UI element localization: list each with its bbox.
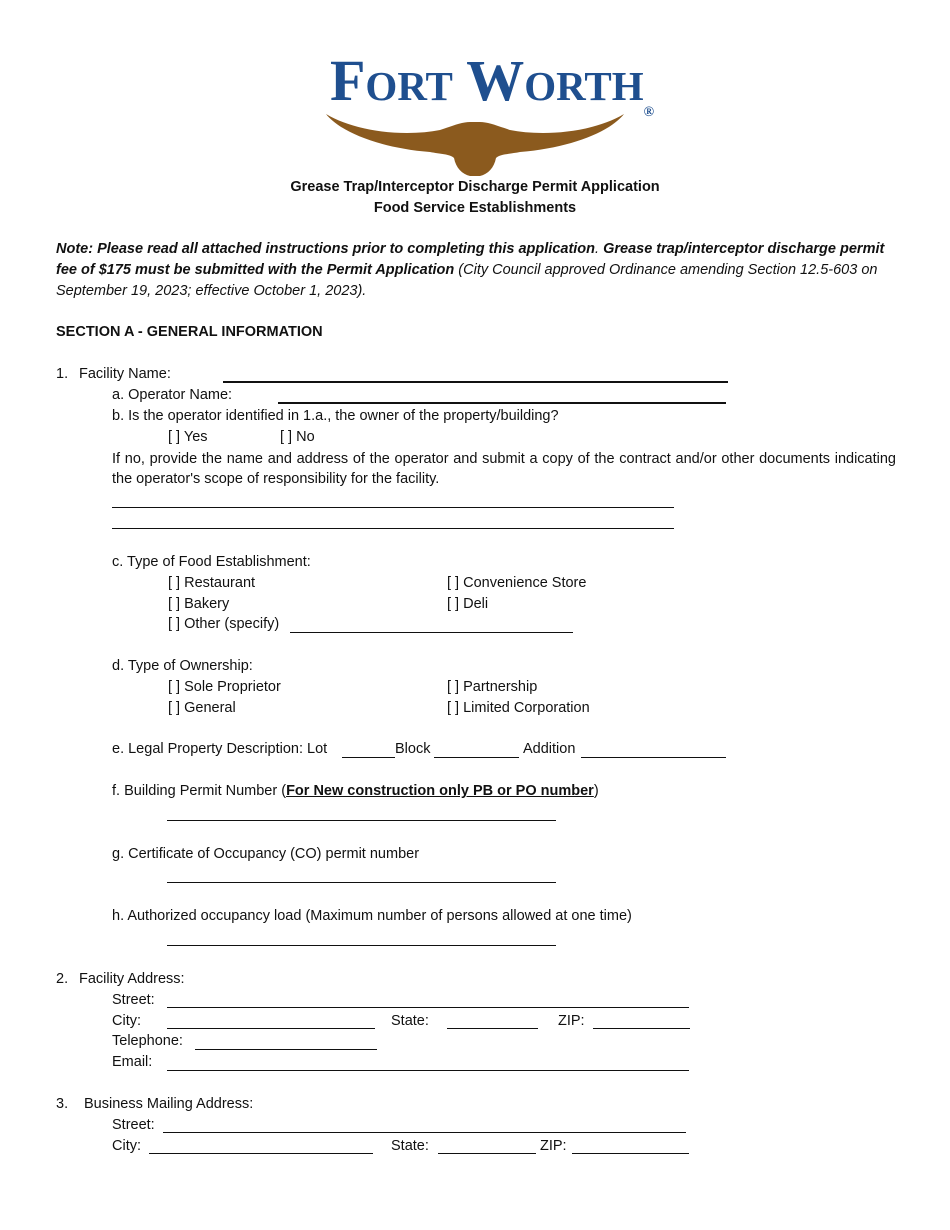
facility-city-label: City: [112,1013,141,1029]
certificate-occupancy-label: g. Certificate of Occupancy (CO) permit number [112,846,420,862]
occupancy-load-field[interactable] [167,945,556,946]
operator-details-line-1[interactable] [112,507,674,508]
building-permit-label: f. Building Permit Number (For New construction only PB or PO number) [112,783,599,799]
mailing-state-field[interactable] [438,1153,536,1154]
block-label: Block [395,741,431,757]
certificate-occupancy-field[interactable] [167,882,556,883]
q3-number: 3. [56,1096,69,1112]
ownership-partnership-checkbox[interactable]: [ ] Partnership [447,679,538,695]
ownership-type-label: d. Type of Ownership: [112,658,253,674]
type-other-checkbox[interactable]: [ ] Other (specify) [168,616,280,632]
registered-mark: ® [643,105,655,120]
operator-details-line-2[interactable] [112,528,674,529]
facility-telephone-field[interactable] [195,1049,377,1050]
facility-address-label: Facility Address: [79,971,185,987]
q2-number: 2. [56,971,69,987]
facility-street-field[interactable] [167,1007,689,1008]
operator-name-field[interactable] [278,402,726,404]
facility-email-label: Email: [112,1054,153,1070]
type-other-specify-field[interactable] [290,632,573,633]
mailing-city-label: City: [112,1138,141,1154]
owner-no-checkbox[interactable]: [ ] No [280,429,315,445]
operator-instructions: If no, provide the name and address of the operator and submit a copy of the contract and/or other documents indicating the operator's scope of responsibility for the facility. [112,451,896,487]
owner-yes-checkbox[interactable]: [ ] Yes [168,429,208,445]
occupancy-load-label: h. Authorized occupancy load (Maximum number of persons allowed at one time) [112,908,632,924]
section-a-heading: SECTION A - GENERAL INFORMATION [56,324,323,340]
facility-street-label: Street: [112,992,155,1008]
mailing-state-label: State: [391,1138,429,1154]
mailing-street-field[interactable] [163,1132,686,1133]
facility-city-field[interactable] [167,1028,375,1029]
form-subtitle: Food Service Establishments [373,200,577,216]
type-bakery-checkbox[interactable]: [ ] Bakery [168,596,230,612]
facility-telephone-label: Telephone: [112,1033,183,1049]
facility-name-field[interactable] [223,381,728,383]
logo [320,48,655,178]
type-restaurant-checkbox[interactable]: [ ] Restaurant [168,575,256,591]
type-convenience-store-checkbox[interactable]: [ ] Convenience Store [447,575,587,591]
facility-zip-field[interactable] [593,1028,690,1029]
mailing-zip-label: ZIP: [540,1138,567,1154]
addition-field[interactable] [581,757,726,758]
q1-number: 1. [56,366,69,382]
type-deli-checkbox[interactable]: [ ] Deli [447,596,489,612]
ownership-limited-corporation-checkbox[interactable]: [ ] Limited Corporation [447,700,590,716]
legal-description-label: e. Legal Property Description: Lot [112,741,328,757]
mailing-city-field[interactable] [149,1153,373,1154]
instructions-note: Note: Please read all attached instructions prior to completing this application. Grease trap/interceptor discharge permit fee of $175 must be submitted with the Permit Application (City Council approved Ordinance amending Section 12.5-603 on September 19, 2023; effective October 1, 2023). [56,241,885,299]
ownership-general-checkbox[interactable]: [ ] General [168,700,236,716]
mailing-zip-field[interactable] [572,1153,689,1154]
facility-zip-label: ZIP: [558,1013,585,1029]
logo-text: Fort Worth® [330,48,655,120]
longhorn-shape [326,114,624,176]
facility-state-field[interactable] [447,1028,538,1029]
owner-question: b. Is the operator identified in 1.a., the owner of the property/building? [112,408,559,424]
facility-state-label: State: [391,1013,429,1029]
lot-field[interactable] [342,757,395,758]
building-permit-field[interactable] [167,820,556,821]
mailing-street-label: Street: [112,1117,155,1133]
mailing-address-label: Business Mailing Address: [84,1096,254,1112]
establishment-type-label: c. Type of Food Establishment: [112,554,311,570]
facility-name-label: Facility Name: [79,366,171,382]
facility-email-field[interactable] [167,1070,689,1071]
block-field[interactable] [434,757,519,758]
ownership-sole-proprietor-checkbox[interactable]: [ ] Sole Proprietor [168,679,281,695]
operator-name-label: a. Operator Name: [112,387,233,403]
form-title: Grease Trap/Interceptor Discharge Permit Application [290,179,660,195]
addition-label: Addition [523,741,576,757]
longhorn-icon [320,108,630,178]
